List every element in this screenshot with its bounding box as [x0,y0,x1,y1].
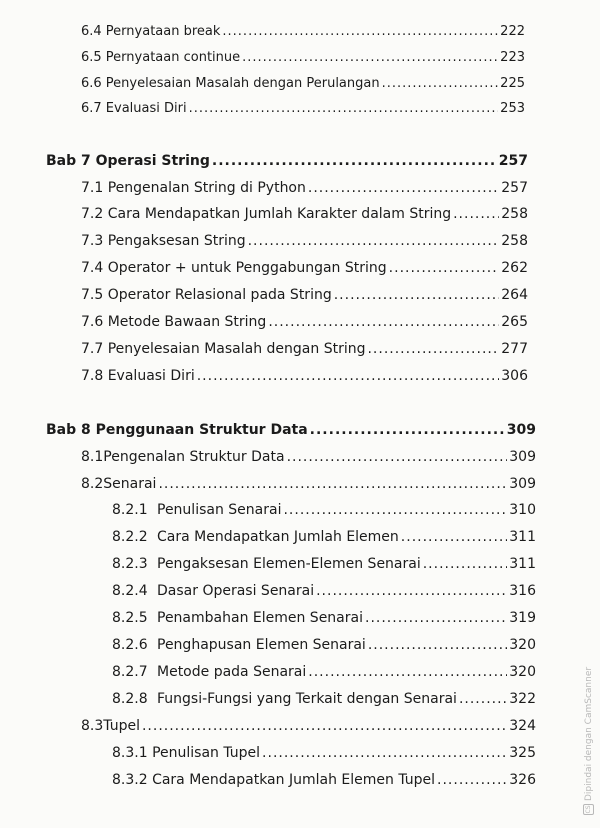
toc-entry[interactable] [81,50,525,65]
subsection-number: 8.2.8 [112,691,148,707]
toc-entry[interactable] [81,76,525,91]
toc-entry[interactable] [81,718,536,734]
toc-subentry[interactable] [112,664,536,680]
subsection-number: 8.2.5 [112,610,148,626]
toc-entry-page: 316 [509,583,536,599]
subsection-number: 8.2.3 [112,556,148,572]
toc-entry-title: Penambahan Elemen Senarai [157,610,363,626]
toc-entry-page: 262 [501,260,528,276]
chapter-page: 257 [498,153,528,169]
leader-dots [262,745,507,761]
leader-dots [310,422,505,438]
toc-entry-title: 7.5 Operator Relasional pada String [81,287,332,303]
leader-dots [287,449,508,465]
toc-entry-title: Pengenalan Struktur Data [103,449,285,465]
toc-subentry[interactable] [112,529,536,545]
toc-entry[interactable] [81,449,536,465]
toc-entry[interactable] [81,101,525,116]
chapter-heading[interactable] [46,422,536,438]
toc-entry-page: 309 [509,476,536,492]
toc-entry-page: 309 [509,449,536,465]
watermark-text: Dipindai dengan CamScanner [583,666,594,801]
toc-subentry[interactable] [112,610,536,626]
toc-entry-page: 264 [501,287,528,303]
toc-entry[interactable] [81,341,528,357]
leader-dots [423,556,508,572]
toc-entry-title: 7.3 Pengaksesan String [81,233,246,249]
toc-entry-page: 310 [509,502,536,518]
chapter-title: Bab 7 Operasi String [46,153,210,169]
toc-subentry[interactable] [112,502,536,518]
toc-entry-title: 7.6 Metode Bawaan String [81,314,267,330]
toc-entry-page: 325 [509,745,536,761]
toc-entry-page: 225 [500,76,525,91]
toc-entry-title: 6.4 Pernyataan break [81,24,221,39]
leader-dots [389,260,500,276]
subsection-number: 8.2.6 [112,637,148,653]
subsection-number: 8.2.2 [112,529,148,545]
toc-entry-page: 223 [500,50,525,65]
leader-dots [367,341,499,357]
leader-dots [316,583,507,599]
scanner-watermark [583,667,594,815]
toc-entry-title: 7.4 Operator + untuk Penggabungan String [81,260,387,276]
leader-dots [212,153,497,169]
toc-entry-title: 8.3.1 Penulisan Tupel [112,745,261,761]
toc-subentry[interactable] [112,691,536,707]
toc-entry[interactable] [81,206,528,222]
toc-entry[interactable] [81,180,528,196]
toc-entry-title: Fungsi-Fungsi yang Terkait dengan Senarai [157,691,457,707]
toc-entry-title: 8.3.2 Cara Mendapatkan Jumlah Elemen Tupel [112,772,436,788]
toc-entry-page: 326 [509,772,536,788]
leader-dots [365,610,507,626]
toc-entry-title: Dasar Operasi Senarai [157,583,315,599]
toc-subentry[interactable] [112,772,536,788]
leader-dots [142,718,507,734]
toc-entry-title: 6.6 Penyelesaian Masalah dengan Perulangan [81,76,380,91]
toc-entry-title: Tupel [103,718,140,734]
toc-entry-page: 320 [509,637,536,653]
toc-entry-title: Senarai [103,476,157,492]
toc-entry-page: 311 [509,529,536,545]
toc-entry-title: Cara Mendapatkan Jumlah Elemen [157,529,399,545]
camscanner-icon: CS [585,805,592,814]
leader-dots [368,637,507,653]
toc-entry-page: 320 [509,664,536,680]
toc-entry-page: 265 [501,314,528,330]
toc-entry[interactable] [81,233,528,249]
toc-entry[interactable] [81,368,528,384]
chapter-heading[interactable] [46,153,528,169]
leader-dots [283,502,507,518]
toc-entry-page: 258 [501,206,528,222]
toc-entry-page: 257 [501,180,528,196]
subsection-number: 8.2.7 [112,664,148,680]
toc-entry-title: 7.2 Cara Mendapatkan Jumlah Karakter dalam String [81,206,452,222]
toc-entry-page: 322 [509,691,536,707]
toc-entry-title: 7.7 Penyelesaian Masalah dengan String [81,341,366,357]
leader-dots [453,206,499,222]
toc-subentry[interactable] [112,583,536,599]
toc-entry-page: 311 [509,556,536,572]
toc-entry-title: Pengaksesan Elemen-Elemen Senarai [157,556,421,572]
leader-dots [437,772,507,788]
toc-subentry[interactable] [112,745,536,761]
leader-dots [158,476,507,492]
toc-entry[interactable] [81,476,536,492]
toc-entry[interactable] [81,260,528,276]
toc-entry-page: 277 [501,341,528,357]
leader-dots [248,233,500,249]
toc-entry-title: Penghapusan Elemen Senarai [157,637,366,653]
toc-entry-page: 306 [501,368,528,384]
leader-dots [242,50,498,65]
leader-dots [401,529,507,545]
subsection-number: 8.2.1 [112,502,148,518]
leader-dots [334,287,500,303]
leader-dots [382,76,499,91]
toc-subentry[interactable] [112,556,536,572]
toc-entry-title: 7.1 Pengenalan String di Python [81,180,306,196]
leader-dots [268,314,499,330]
toc-entry-page: 319 [509,610,536,626]
toc-entry-title: 6.5 Pernyataan continue [81,50,241,65]
leader-dots [308,664,507,680]
leader-dots [308,180,499,196]
toc-entry-page: 324 [509,718,536,734]
toc-entry[interactable] [81,24,525,39]
leader-dots [197,368,500,384]
section-number: 8.2 [81,476,104,492]
toc-subentry[interactable] [112,637,536,653]
toc-entry-title: 6.7 Evaluasi Diri [81,101,187,116]
toc-entry-title: Metode pada Senarai [157,664,307,680]
section-number: 8.3 [81,718,104,734]
leader-dots [189,101,499,116]
chapter-title: Bab 8 Penggunaan Struktur Data [46,422,308,438]
toc-entry-title: Penulisan Senarai [157,502,282,518]
leader-dots [222,24,498,39]
subsection-number: 8.2.4 [112,583,148,599]
leader-dots [459,691,507,707]
toc-entry-page: 222 [500,24,525,39]
toc-entry-title: 7.8 Evaluasi Diri [81,368,195,384]
toc-entry[interactable] [81,287,528,303]
chapter-page: 309 [506,422,536,438]
section-number: 8.1 [81,449,104,465]
toc-entry-page: 258 [501,233,528,249]
toc-entry[interactable] [81,314,528,330]
toc-entry-page: 253 [500,101,525,116]
